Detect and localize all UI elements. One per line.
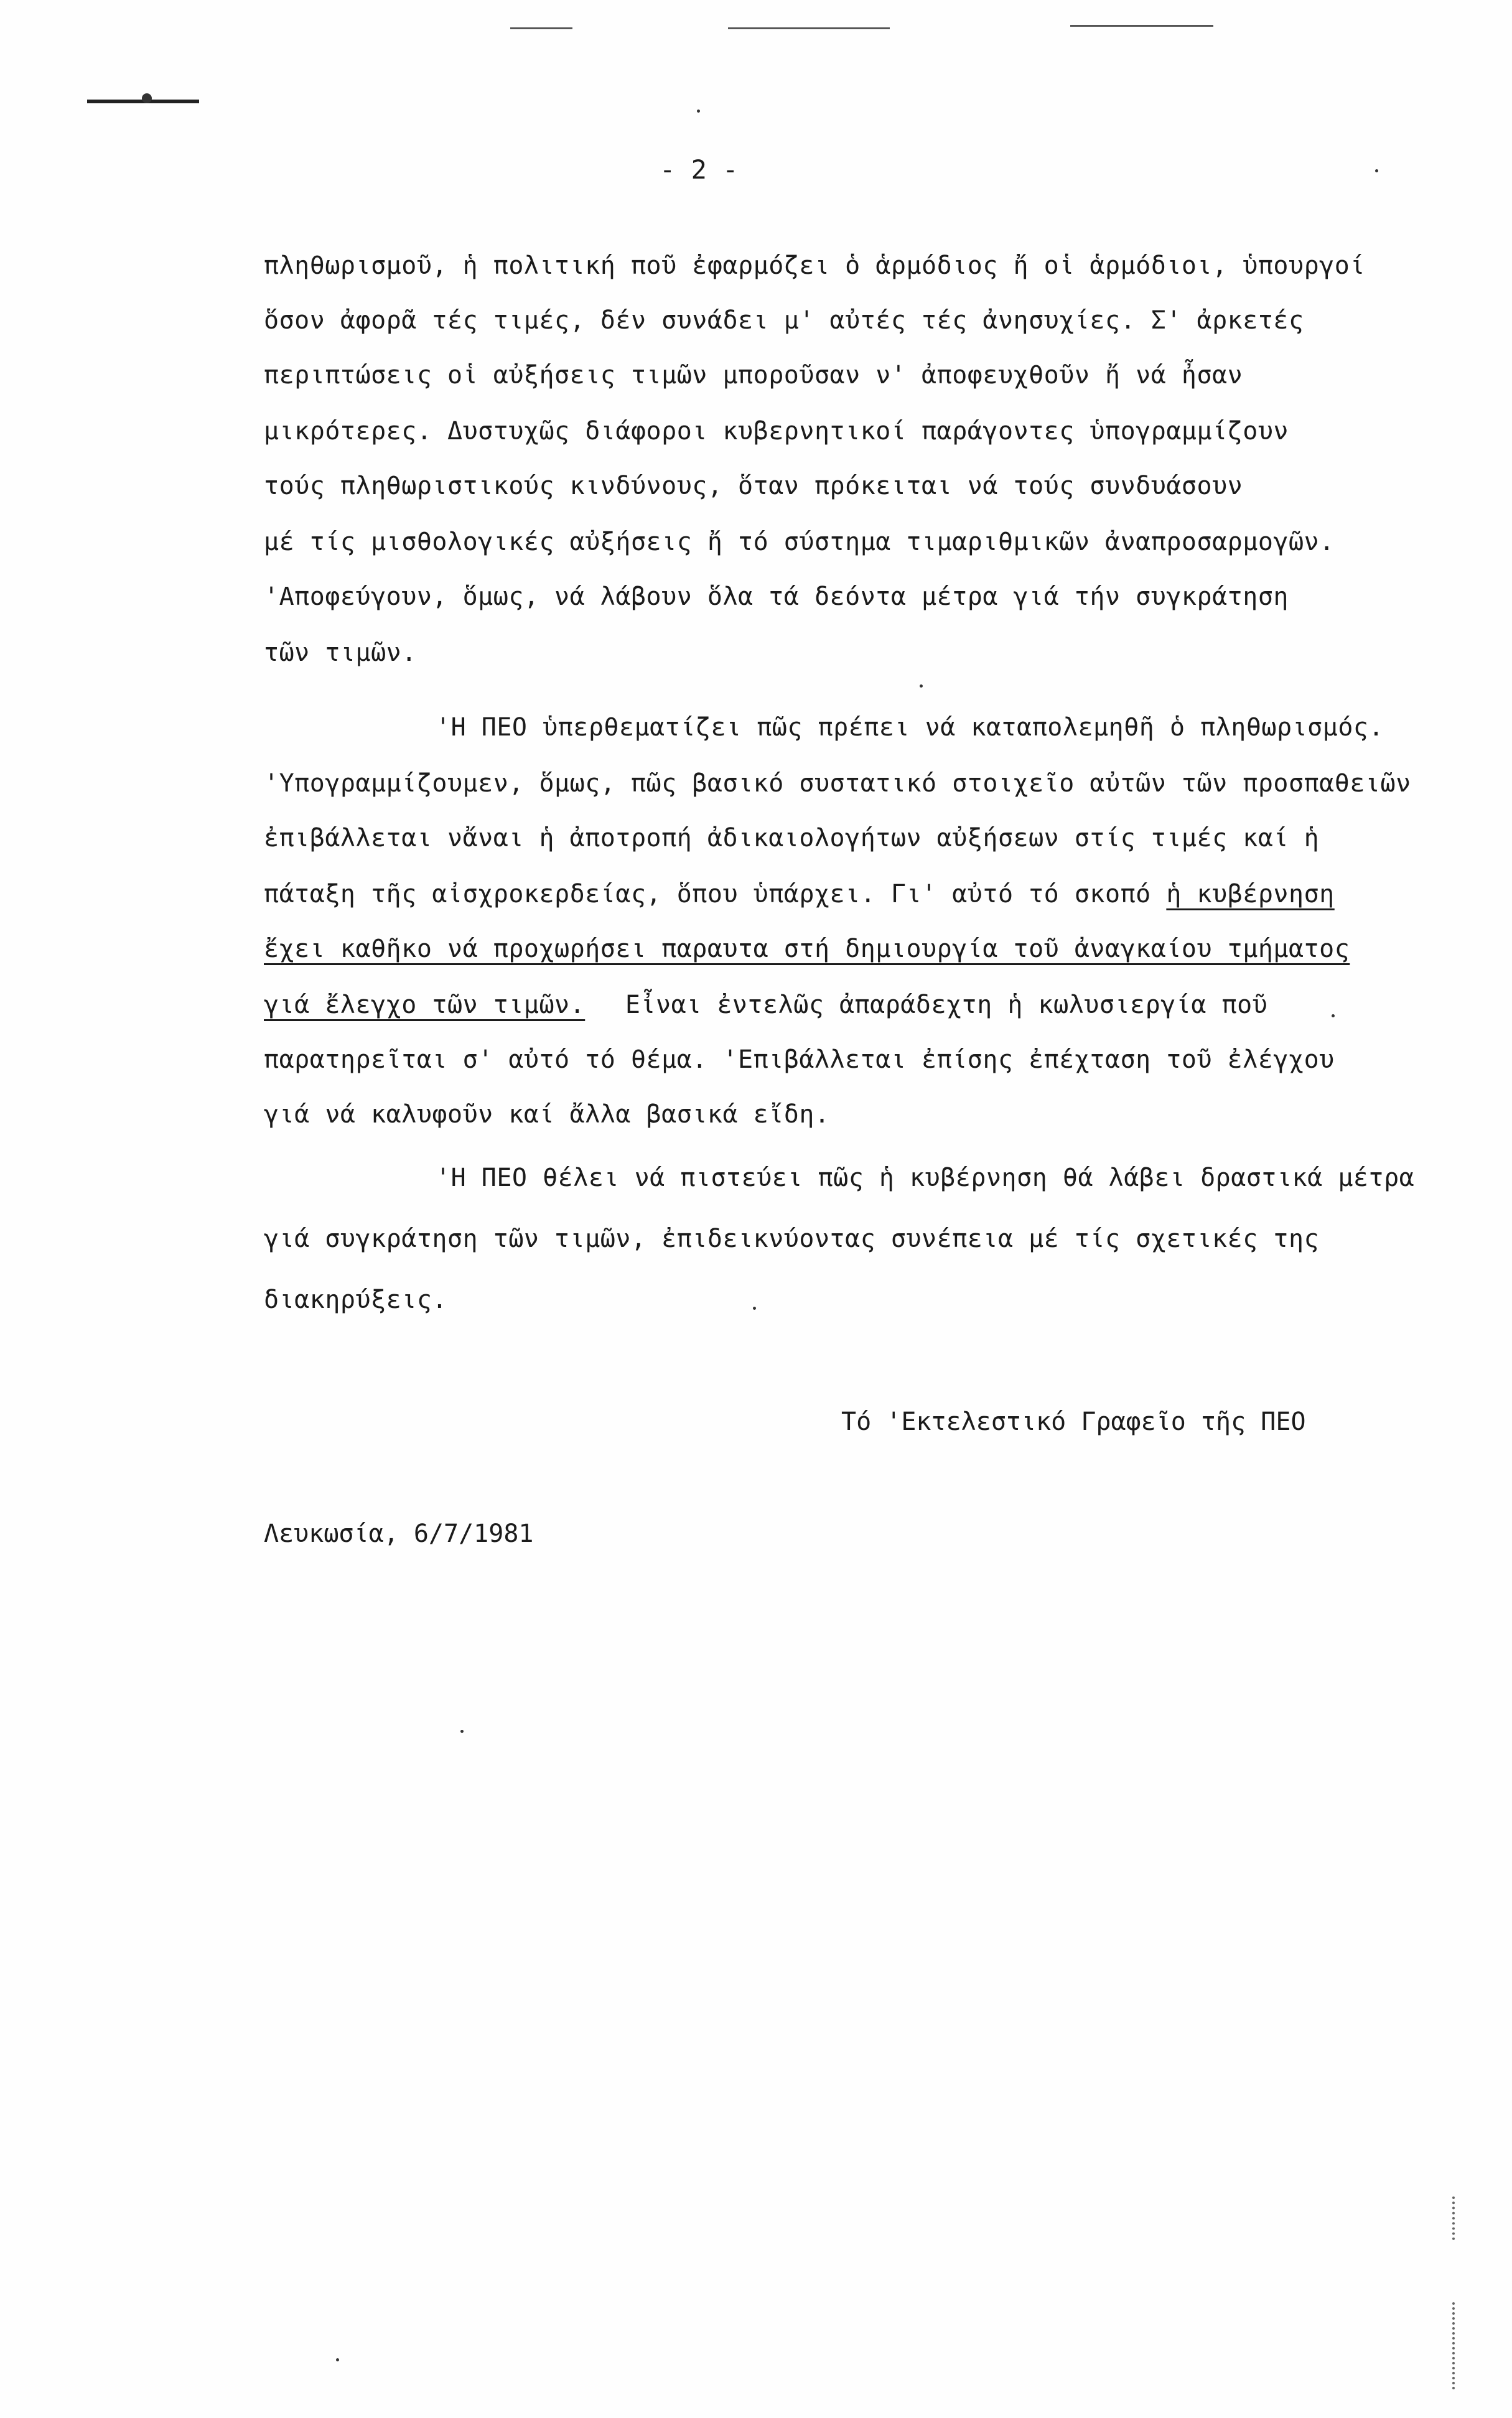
body-line: γιά συγκράτηση τῶν τιμῶν, ἐπιδεικνύοντας συνέπεια μέ τίς σχετικές της — [264, 1225, 1320, 1253]
scan-speck — [753, 1307, 756, 1310]
scan-speck — [697, 110, 700, 113]
body-line: γιά νά καλυφοῦν καί ἄλλα βασικά εἴδη. — [264, 1100, 830, 1129]
scan-speck — [460, 1730, 464, 1733]
scan-speck — [336, 2358, 339, 2361]
scan-edge-dots — [1452, 2302, 1457, 2389]
body-line: περιπτώσεις οἱ αὐξήσεις τιμῶν μποροῦσαν ν' ἀποφευχθοῦν ἤ νά ἦσαν — [264, 361, 1243, 390]
scan-speck — [1375, 169, 1378, 172]
scan-speck — [920, 684, 923, 688]
body-line-text: Εἶναι ἐντελῶς ἀπαράδεχτη ἡ κωλυσιεργία ποῦ — [625, 991, 1268, 1019]
underlined-text: ἡ κυβέρνηση — [1166, 880, 1335, 908]
body-line: τούς πληθωριστικούς κινδύνους, ὅταν πρόκειται νά τούς συνδυάσουν — [264, 472, 1243, 500]
body-line: 'Αποφεύγουν, ὅμως, νά λάβουν ὅλα τά δεόντα μέτρα γιά τήν συγκράτηση — [264, 582, 1289, 611]
body-line: 'Η ΠΕΟ ὑπερθεματίζει πῶς πρέπει νά καταπολεμηθῆ ὁ πληθωρισμός. — [436, 713, 1384, 742]
scan-speck — [1332, 1014, 1335, 1017]
body-line: μικρότερες. Δυστυχῶς διάφοροι κυβερνητικοί παράγοντες ὑπογραμμίζουν — [264, 417, 1289, 446]
date-line: Λευκωσία, 6/7/1981 — [264, 1519, 534, 1548]
body-line: πληθωρισμοῦ, ἡ πολιτική ποῦ ἐφαρμόζει ὁ ἁρμόδιος ἤ οἱ ἁρμόδιοι, ὑπουργοί — [264, 251, 1365, 280]
underlined-text: γιά ἔλεγχο τῶν τιμῶν. — [264, 991, 586, 1019]
scan-edge-dots — [1452, 2196, 1457, 2240]
scan-mark — [1070, 25, 1213, 27]
body-line — [264, 989, 1267, 1020]
body-line — [264, 879, 1335, 910]
body-line: ἐπιβάλλεται νἄναι ἡ ἀποτροπή ἀδικαιολογήτων αὐξήσεων στίς τιμές καί ἡ — [264, 824, 1320, 852]
page-number: - 2 - — [660, 154, 739, 185]
body-line: παρατηρεῖται σ' αὐτό τό θέμα. 'Επιβάλλεται ἐπίσης ἐπέχταση τοῦ ἐλέγχου — [264, 1045, 1335, 1074]
body-line: 'Υπογραμμίζουμεν, ὅμως, πῶς βασικό συστατικό στοιχεῖο αὐτῶν τῶν προσπαθειῶν — [264, 769, 1411, 798]
body-line-text: πάταξη τῆς αἰσχροκερδείας, ὅπου ὑπάρχει. Γι' αὐτό τό σκοπό — [264, 880, 1151, 908]
body-line: ὅσον ἀφορᾶ τές τιμές, δέν συνάδει μ' αὐτές τές ἀνησυχίες. Σ' ἀρκετές — [264, 306, 1304, 335]
scan-speck — [142, 93, 152, 103]
body-line: μέ τίς μισθολογικές αὐξήσεις ἤ τό σύστημα τιμαριθμικῶν ἀναπροσαρμογῶν. — [264, 528, 1335, 556]
body-line: διακηρύξεις. — [264, 1286, 447, 1314]
body-line: 'Η ΠΕΟ θέλει νά πιστεύει πῶς ἡ κυβέρνηση θά λάβει δραστικά μέτρα — [436, 1164, 1415, 1192]
scan-mark — [728, 27, 890, 29]
scan-mark — [510, 27, 572, 29]
signature: Τό 'Εκτελεστικό Γραφεῖο τῆς ΠΕΟ — [841, 1407, 1306, 1436]
body-line: τῶν τιμῶν. — [264, 638, 417, 667]
underlined-line: ἔχει καθῆκο νά προχωρήσει παραυτα στή δημιουργία τοῦ ἀναγκαίου τμήματος — [264, 935, 1350, 963]
